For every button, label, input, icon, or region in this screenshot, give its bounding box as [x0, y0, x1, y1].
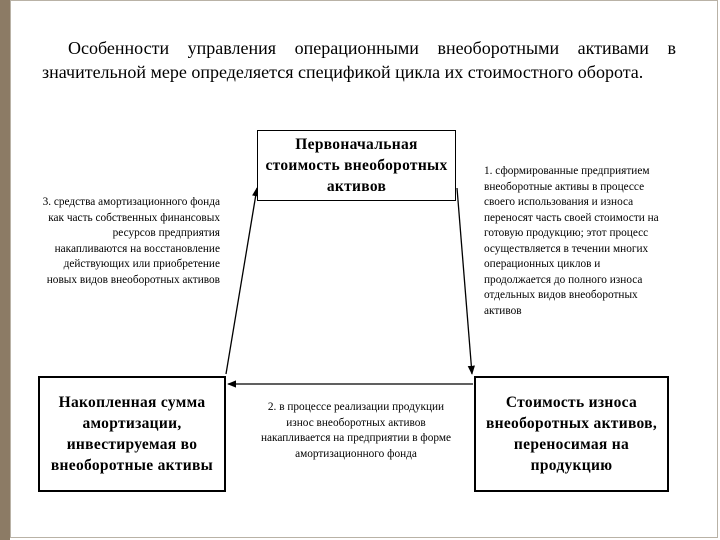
accumulated-depreciation-box: [38, 376, 226, 492]
intro-paragraph: Особенности управления операционными внеоборотными активами в значительной мере определяется спецификой цикла их стоимостного оборота.: [42, 38, 676, 82]
step3-note: 3. средства амортизационного фонда как часть собственных финансовых ресурсов предприятия накапливаются на восстановление действующих или приобретение новых видов внеоборотных активов: [42, 196, 220, 286]
accumulated-depreciation-label: Накопленная сумма амортизации, инвестируемая во внеоборотные активы: [50, 394, 214, 474]
wear-cost-box: [474, 376, 669, 492]
arrow-initial-to-wear: [457, 188, 472, 374]
wear-cost-label: Стоимость износа внеоборотных активов, переносимая на продукцию: [485, 394, 658, 474]
step1-note: 1. сформированные предприятием внеоборотные активы в процессе своего использования и износа переносят часть своей стоимости на готовую продукцию; этот процесс осуществляется в течении многих операционных циклов и продолжается до полного износа отдельных видов внеоборотных активов: [484, 165, 659, 317]
initial-cost-box: [257, 130, 456, 201]
arrow-accumulated-to-initial: [226, 188, 257, 374]
initial-cost-label: Первоначальная стоимость внеоборотных активов: [265, 136, 448, 195]
step2-note: 2. в процессе реализации продукции износ внеоборотных активов накапливается на предприятии в форме амортизационного фонда: [260, 401, 452, 460]
